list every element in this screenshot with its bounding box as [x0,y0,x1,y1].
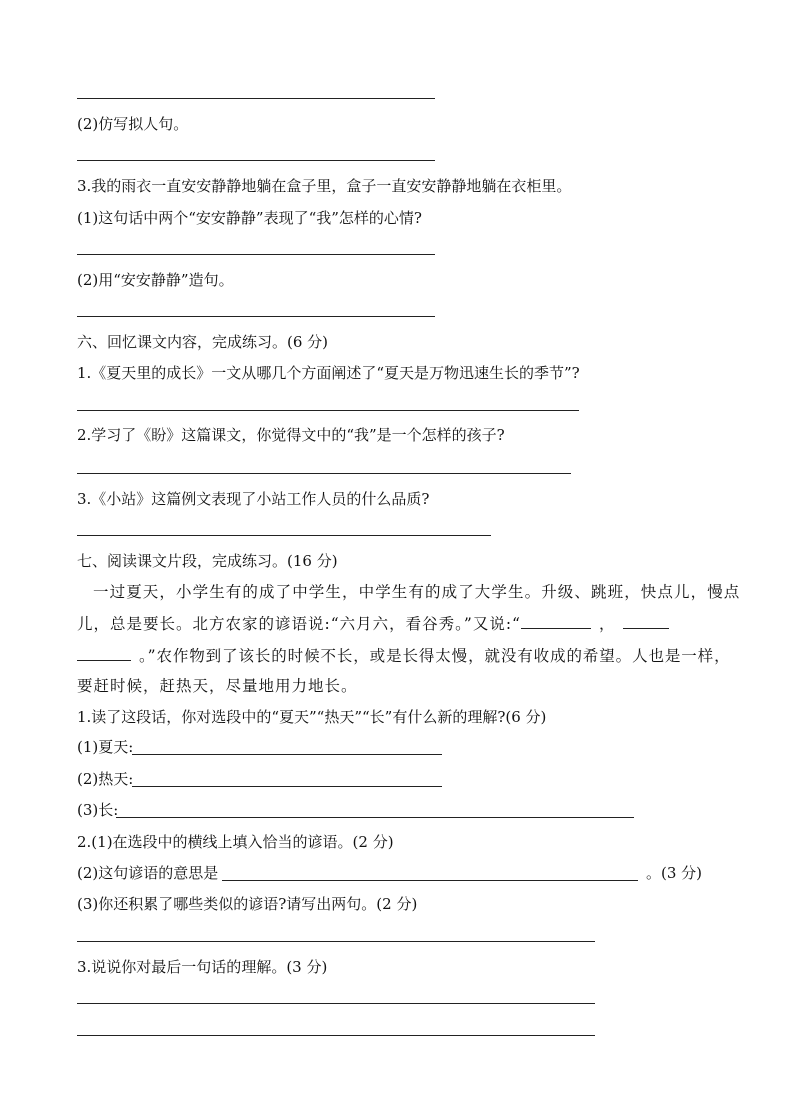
question-text: 2.(1)在选段中的横线上填入恰当的谚语。(2 分) [77,833,394,851]
section-title: 七、阅读课文片段，完成练习。(16 分) [77,552,338,570]
passage-text: 儿，总是要长。北方农家的谚语说:“六月六，看谷秀。”又说:“ [77,615,521,633]
passage-line: 一过夏天，小学生有的成了中学生，中学生有的成了大学生。升级、跳班，快点儿，慢点 [93,583,741,601]
question-text: (1)夏天: [77,738,134,756]
question-text: 3.说说你对最后一句话的理解。(3 分) [77,958,328,976]
answer-line[interactable] [77,254,435,255]
answer-line[interactable] [77,1035,595,1036]
passage-line: 要赶时候，赶热天，尽量地用力地长。 [77,677,358,695]
answer-line[interactable] [222,880,638,881]
question-text: 1.读了这段话，你对选段中的“夏天”“热天”“长”有什么新的理解?(6 分) [77,708,547,726]
question-text: 3.我的雨衣一直安安静静地躺在盒子里，盒子一直安安静静地躺在衣柜里。 [77,177,572,195]
question-text: 3.《小站》这篇例文表现了小站工作人员的什么品质? [77,490,430,508]
answer-line[interactable] [77,1003,595,1004]
answer-line[interactable] [77,410,579,411]
passage-line [77,645,730,666]
answer-line[interactable] [77,316,435,317]
question-text: (3)长: [77,801,119,819]
passage-line [77,613,669,634]
question-text: (2)仿写拟人句。 [77,115,189,133]
answer-line[interactable] [77,160,435,161]
question-text: 2.学习了《盼》这篇课文，你觉得文中的“我”是一个怎样的孩子? [77,426,505,444]
answer-line[interactable] [132,786,442,787]
answer-line[interactable] [116,817,634,818]
question-text: (2)这句谚语的意思是 [77,864,219,882]
answer-line[interactable] [77,473,571,474]
question-text: (2)热天: [77,770,134,788]
question-text: 1.《夏天里的成长》一文从哪几个方面阐述了“夏天是万物迅速生长的季节”? [77,364,580,382]
answer-line[interactable] [77,98,435,99]
question-text: (3)你还积累了哪些类似的谚语?请写出两句。(2 分) [77,895,418,913]
answer-line[interactable] [77,535,491,536]
passage-text: 。”农作物到了该长的时候不长，或是长得太慢，就没有收成的希望。人也是一样， [139,647,731,665]
question-text: (2)用“安安静静”造句。 [77,271,234,289]
answer-line[interactable] [77,941,595,942]
passage-text: ， [598,615,616,633]
blank-1[interactable] [521,613,591,629]
blank-2[interactable] [623,613,669,629]
question-text: (1)这句话中两个“安安静静”表现了“我”怎样的心情? [77,209,422,227]
score-text: 。(3 分) [646,864,703,882]
blank-3[interactable] [77,645,131,661]
section-title: 六、回忆课文内容，完成练习。(6 分) [77,333,329,351]
answer-line[interactable] [132,754,442,755]
